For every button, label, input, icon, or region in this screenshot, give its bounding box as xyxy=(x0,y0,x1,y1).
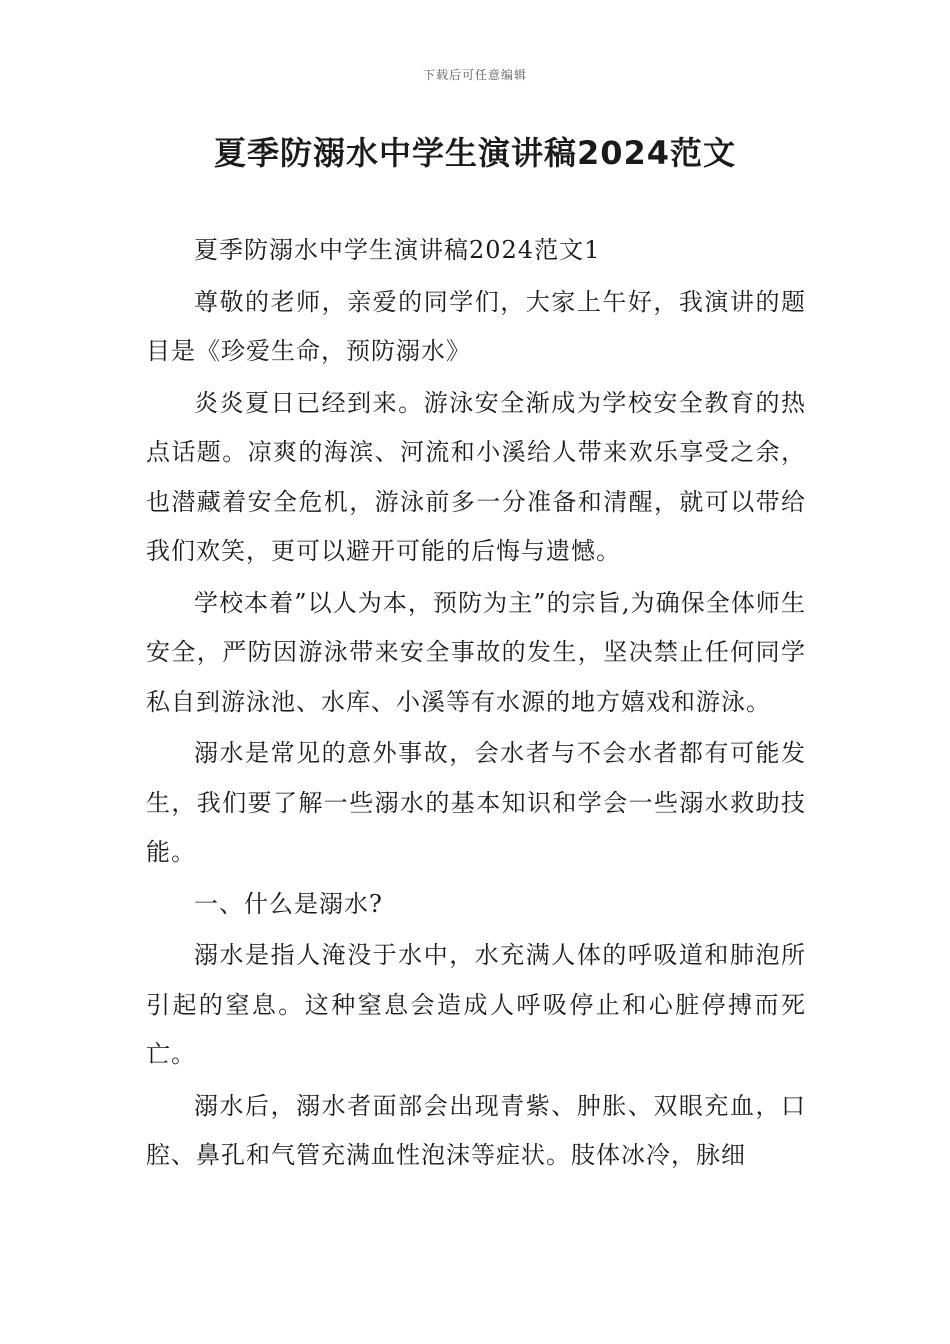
paragraph-drowning-symptoms: 溺水后，溺水者面部会出现青紫、肿胀、双眼充血，口腔、鼻孔和气管充满血性泡沫等症状。肢体冰冷，脉细 xyxy=(146,1091,806,1169)
document-title: 夏季防溺水中学生演讲稿2024范文 xyxy=(213,134,737,172)
paragraph-subtitle: 夏季防溺水中学生演讲稿2024范文1 xyxy=(194,236,601,264)
paragraph-summer: 炎炎夏日已经到来。游泳安全渐成为学校安全教育的热点话题。凉爽的海滨、河流和小溪给人带来欢乐享受之余，也潜藏着安全危机，游泳前多一分准备和清醒，就可以带给我们欢笑，更可以避开可能的后悔与遗憾。 xyxy=(146,388,806,565)
paragraph-drowning-definition: 溺水是指人淹没于水中，水充满人体的呼吸道和肺泡所引起的窒息。这种窒息会造成人呼吸停止和心脏停搏而死亡。 xyxy=(146,941,806,1068)
paragraph-school-policy: 学校本着”以人为本，预防为主”的宗旨,为确保全体师生安全，严防因游泳带来安全事故的发生，坚决禁止任何同学私自到游泳池、水库、小溪等有水源的地方嬉戏和游泳。 xyxy=(146,588,806,716)
header-note: 下载后可任意编辑 xyxy=(422,68,527,82)
paragraph-greeting: 尊敬的老师，亲爱的同学们，大家上午好，我演讲的题目是《珍爱生命，预防溺水》 xyxy=(146,287,806,365)
document-body xyxy=(146,226,806,1183)
paragraph-drowning-common: 溺水是常见的意外事故，会水者与不会水者都有可能发生，我们要了解一些溺水的基本知识和学会一些溺水救助技能。 xyxy=(146,739,806,866)
section-heading-what-is-drowning: 一、什么是溺水? xyxy=(194,889,383,918)
